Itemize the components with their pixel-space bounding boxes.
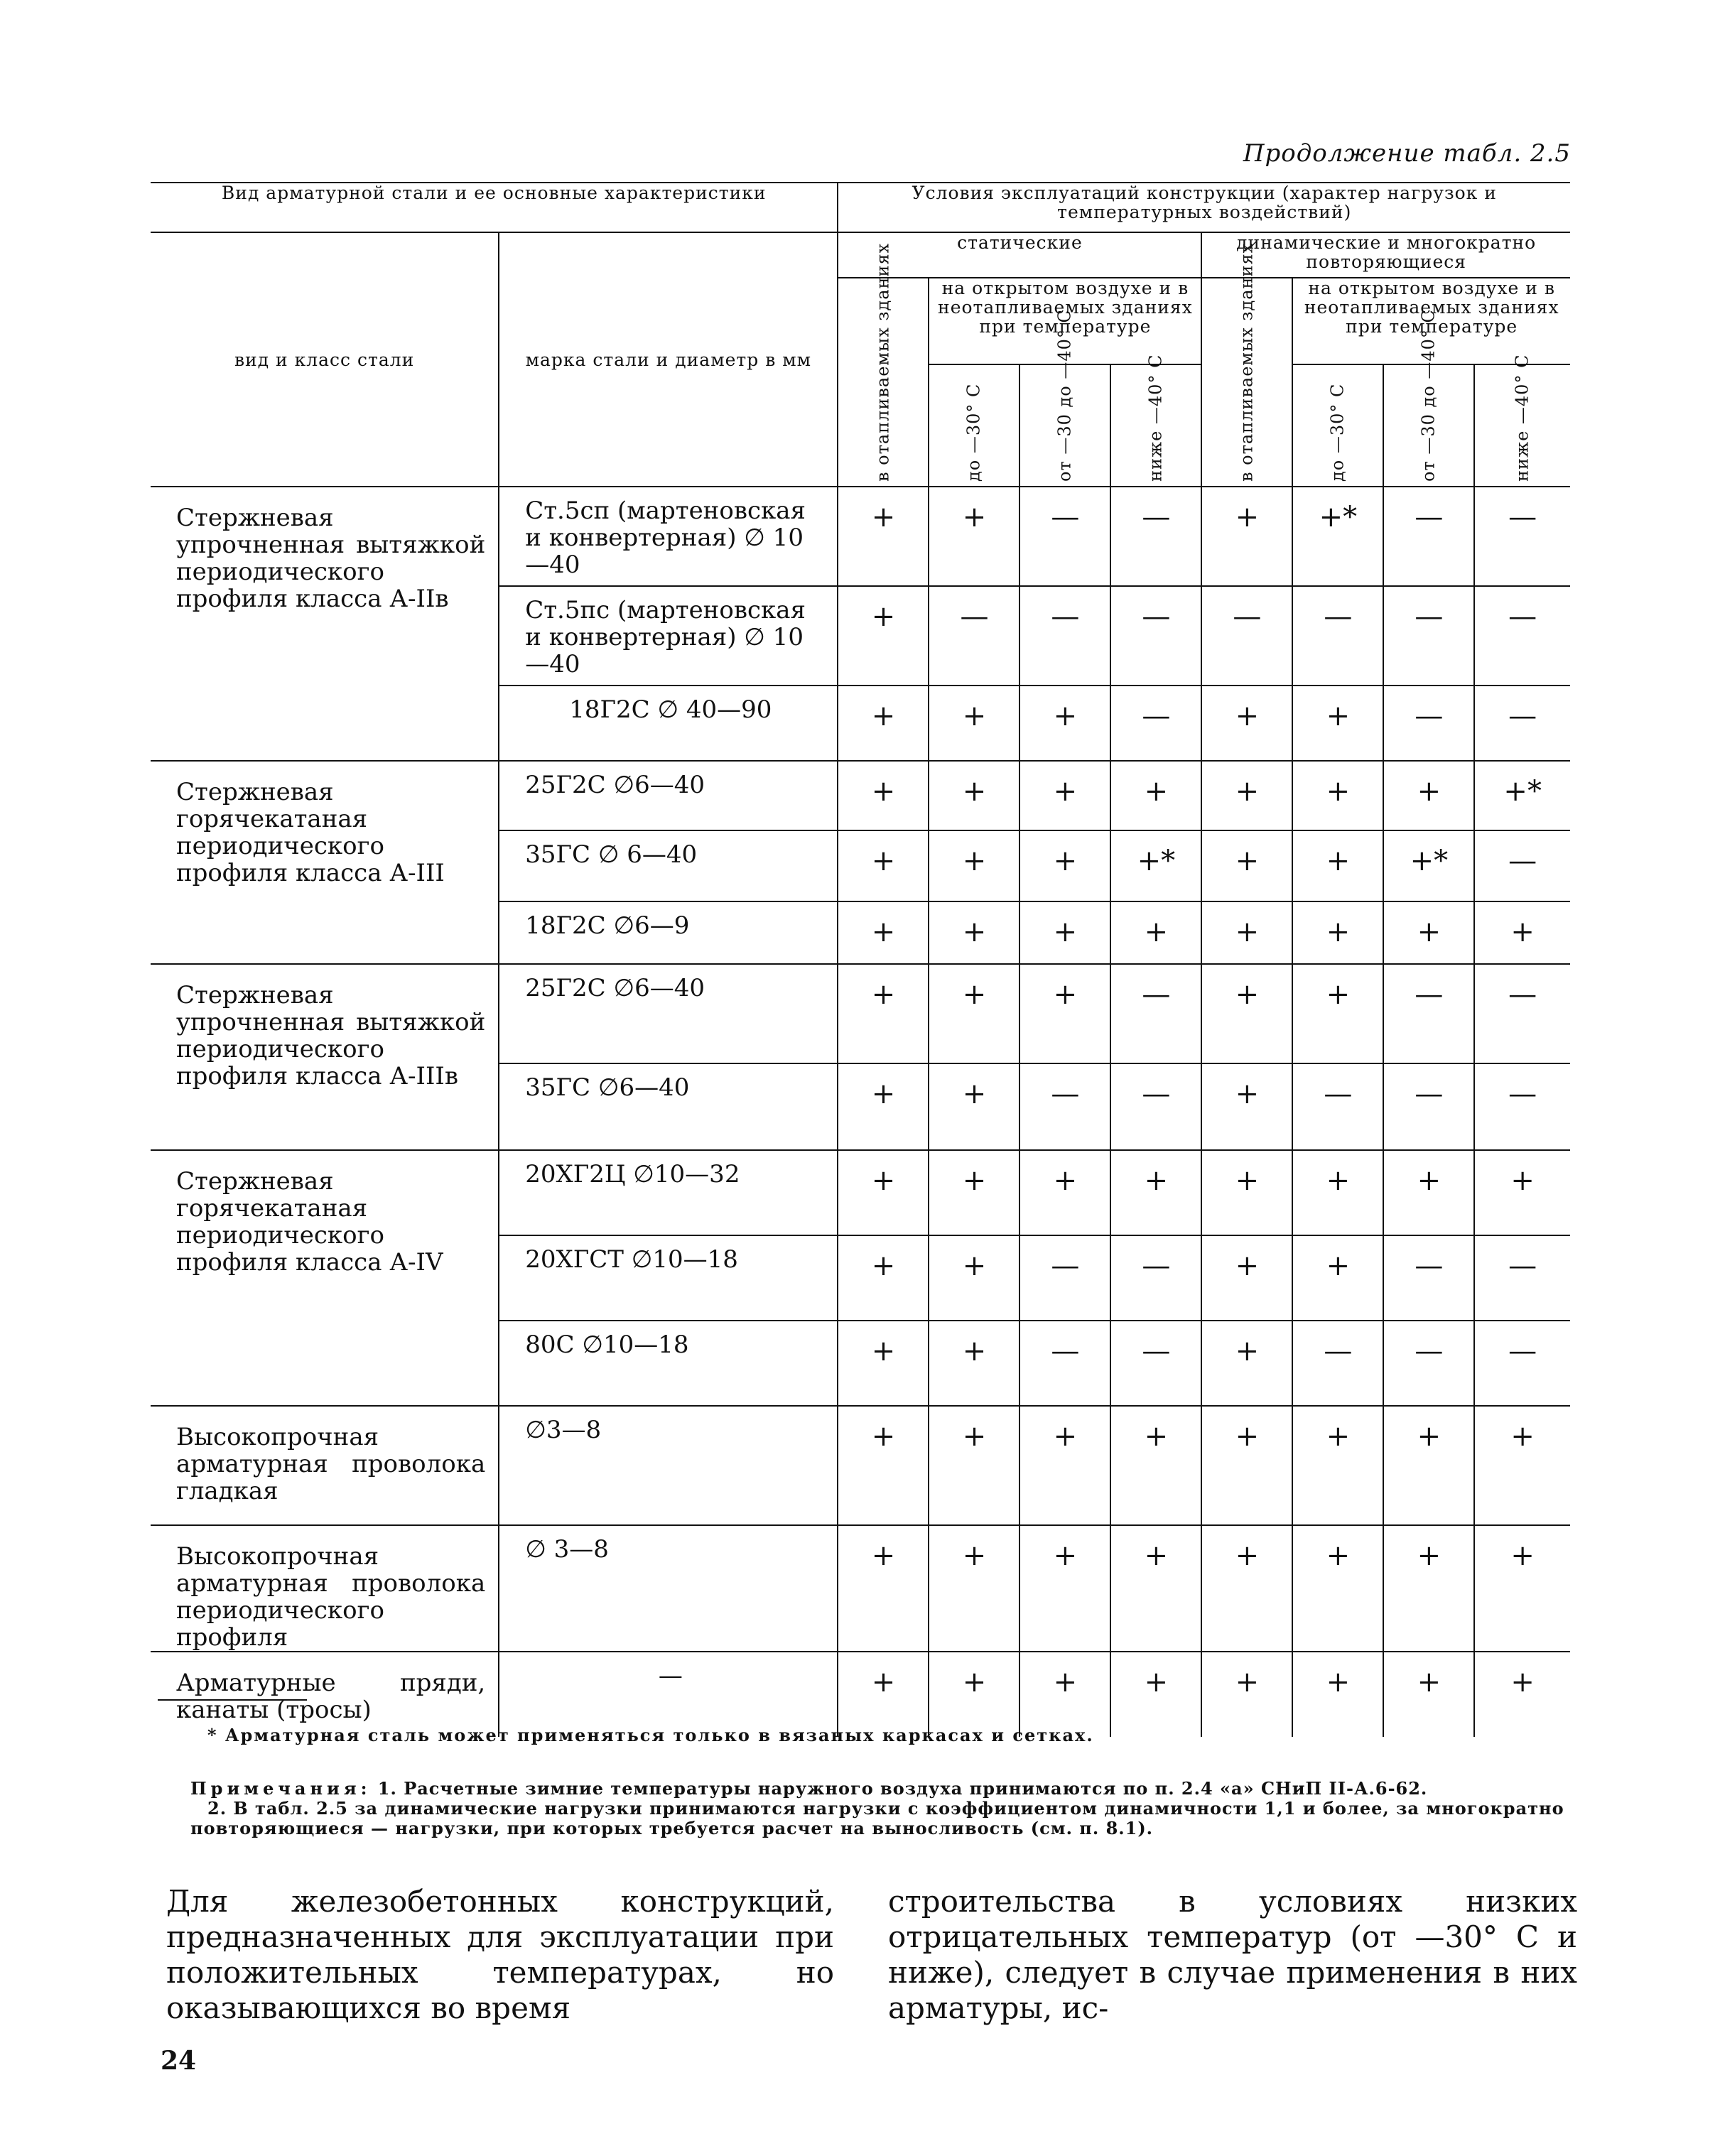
condition-cell: + <box>838 1150 929 1235</box>
table-row <box>151 1406 1570 1525</box>
condition-cell: + <box>929 964 1019 1063</box>
steel-mark-cell: 20ХГСТ ∅10—18 <box>499 1235 838 1321</box>
condition-cell: + <box>838 586 929 686</box>
condition-cell: + <box>1201 1652 1292 1737</box>
body-text-right: строительства в условиях низких отрицательных температур (от —30° С и ниже), следует в случае применения в них арматуры, ис- <box>888 1884 1577 2025</box>
condition-cell: + <box>838 964 929 1063</box>
condition-cell: — <box>1292 1321 1383 1406</box>
header-kind: вид и класс стали <box>151 232 499 487</box>
condition-cell: + <box>929 1235 1019 1321</box>
steel-mark-cell: 20ХГ2Ц ∅10—32 <box>499 1150 838 1235</box>
condition-cell: + <box>838 1652 929 1737</box>
condition-cell: + <box>1110 1150 1201 1235</box>
condition-cell: + <box>929 761 1019 830</box>
header-outdoor-static: на открытом воздухе и в неотапливаемых зданиях при температуре <box>929 278 1201 364</box>
steel-kind-cell: Стержневая упрочненная вытяжкой периодического профиля класса А-IIIв <box>151 964 499 1150</box>
condition-cell: — <box>1474 1235 1570 1321</box>
steel-mark-cell: Ст.5сп (мартеновская и конвертерная) ∅ 10—40 <box>499 487 838 586</box>
condition-cell: + <box>1019 1150 1110 1235</box>
condition-cell: + <box>929 487 1019 586</box>
condition-cell: +* <box>1474 761 1570 830</box>
condition-cell: + <box>838 1063 929 1150</box>
notes <box>190 1779 1576 1838</box>
notes-prefix: Примечания: <box>190 1778 372 1799</box>
steel-mark-cell: 25Г2С ∅6—40 <box>499 761 838 830</box>
condition-cell: — <box>1383 1063 1474 1150</box>
table-row <box>151 1652 1570 1737</box>
page-number: 24 <box>161 2046 197 2076</box>
table-header <box>151 183 1570 487</box>
condition-cell: + <box>1201 1235 1292 1321</box>
condition-cell: — <box>1110 1321 1201 1406</box>
condition-cell: + <box>1201 1321 1292 1406</box>
condition-cell: + <box>1201 686 1292 761</box>
condition-cell: — <box>1383 1321 1474 1406</box>
condition-cell: + <box>1292 686 1383 761</box>
steel-kind-cell: Высокопрочная арматурная проволока гладкая <box>151 1406 499 1525</box>
condition-cell: + <box>1019 686 1110 761</box>
table-body <box>151 487 1570 1737</box>
condition-cell: + <box>838 686 929 761</box>
steel-mark-cell: Ст.5пс (мартеновская и конвертерная) ∅ 10—40 <box>499 586 838 686</box>
condition-cell: +* <box>1110 830 1201 901</box>
condition-cell: — <box>1474 487 1570 586</box>
footnote: * Арматурная сталь может применяться только в вязаных каркасах и сетках. <box>207 1725 1094 1745</box>
header-temp-4: до —30° С <box>1292 364 1383 487</box>
condition-cell: + <box>1292 901 1383 964</box>
condition-cell: — <box>1019 1235 1110 1321</box>
condition-cell: + <box>1292 1150 1383 1235</box>
condition-cell: — <box>1383 964 1474 1063</box>
steel-mark-cell: ∅3—8 <box>499 1406 838 1525</box>
condition-cell: + <box>929 1063 1019 1150</box>
condition-cell: — <box>1292 586 1383 686</box>
condition-cell: — <box>1110 487 1201 586</box>
table-caption: Продолжение табл. 2.5 <box>1243 139 1571 168</box>
steel-mark-cell: 18Г2С ∅6—9 <box>499 901 838 964</box>
condition-cell: — <box>1019 487 1110 586</box>
condition-cell: + <box>1019 1652 1110 1737</box>
condition-cell: + <box>1474 901 1570 964</box>
condition-cell: + <box>838 487 929 586</box>
condition-cell: — <box>1383 586 1474 686</box>
condition-cell: — <box>1474 686 1570 761</box>
condition-cell: + <box>1110 1406 1201 1525</box>
condition-cell: + <box>1201 1063 1292 1150</box>
header-static: статические <box>838 232 1201 278</box>
condition-cell: + <box>838 1235 929 1321</box>
steel-mark-cell: 25Г2С ∅6—40 <box>499 964 838 1063</box>
condition-cell: + <box>838 830 929 901</box>
condition-cell: — <box>1474 830 1570 901</box>
body-text-left: Для железобетонных конструкций, предназначенных для эксплуатации при положительных температурах, но оказывающихся во время <box>166 1884 834 2025</box>
steel-mark-cell: — <box>499 1652 838 1737</box>
condition-cell: + <box>929 901 1019 964</box>
condition-cell: — <box>1019 1321 1110 1406</box>
condition-cell: + <box>1383 1652 1474 1737</box>
condition-cell: — <box>1474 1063 1570 1150</box>
steel-mark-cell: 80С ∅10—18 <box>499 1321 838 1406</box>
condition-cell: — <box>1110 586 1201 686</box>
condition-cell: + <box>1019 830 1110 901</box>
condition-cell: — <box>1201 586 1292 686</box>
condition-cell: + <box>1292 1525 1383 1652</box>
condition-cell: + <box>838 761 929 830</box>
condition-cell: + <box>1292 761 1383 830</box>
steel-mark-cell: 35ГС ∅6—40 <box>499 1063 838 1150</box>
condition-cell: — <box>1383 686 1474 761</box>
condition-cell: + <box>1019 901 1110 964</box>
condition-cell: + <box>1474 1525 1570 1652</box>
note-2: 2. В табл. 2.5 за динамические нагрузки принимаются нагрузки с коэффициентом динамичности 1,1 и более, за многократно повторяющиеся — нагрузки, при которых требуется расчет на выносливость (см. п. 8.1). <box>190 1798 1564 1838</box>
condition-cell: + <box>838 901 929 964</box>
steel-kind-cell: Арматурные пряди, канаты (тросы) <box>151 1652 499 1737</box>
condition-cell: + <box>1292 830 1383 901</box>
steel-kind-cell: Стержневая горячекатаная периодического профиля класса А-IV <box>151 1150 499 1406</box>
condition-cell: + <box>1019 1406 1110 1525</box>
condition-cell: — <box>1383 487 1474 586</box>
note-1: 1. Расчетные зимние температуры наружного воздуха принимаются по п. 2.4 «а» СНиП II-А.6-62. <box>377 1778 1428 1799</box>
condition-cell: + <box>929 1321 1019 1406</box>
condition-cell: + <box>1201 1150 1292 1235</box>
header-temp-5: от —30 до —40° С <box>1383 364 1474 487</box>
condition-cell: + <box>1292 1652 1383 1737</box>
condition-cell: + <box>1474 1652 1570 1737</box>
condition-cell: + <box>1019 964 1110 1063</box>
condition-cell: — <box>1019 1063 1110 1150</box>
condition-cell: — <box>1019 586 1110 686</box>
steel-kind-cell: Стержневая упрочненная вытяжкой периодического профиля класса А-IIв <box>151 487 499 761</box>
condition-cell: + <box>1474 1406 1570 1525</box>
condition-cell: — <box>1110 686 1201 761</box>
steel-conditions-table <box>151 182 1570 1737</box>
condition-cell: + <box>1474 1150 1570 1235</box>
header-mark: марка стали и диаметр в мм <box>499 232 838 487</box>
condition-cell: + <box>1201 487 1292 586</box>
header-right-group: Условия эксплуатаций конструкции (характер нагрузок и температурных воздействий) <box>838 183 1570 232</box>
header-temp-6: ниже —40° С <box>1474 364 1570 487</box>
header-outdoor-dynamic: на открытом воздухе и в неотапливаемых зданиях при температуре <box>1292 278 1570 364</box>
header-heated-static: в отапливаемых зданиях <box>838 278 929 487</box>
header-temp-1: до —30° С <box>929 364 1019 487</box>
condition-cell: + <box>1292 1235 1383 1321</box>
condition-cell: + <box>1110 1525 1201 1652</box>
condition-cell: — <box>1110 964 1201 1063</box>
condition-cell: — <box>1474 964 1570 1063</box>
condition-cell: + <box>1110 901 1201 964</box>
condition-cell: + <box>1201 1406 1292 1525</box>
condition-cell: + <box>1201 901 1292 964</box>
condition-cell: + <box>1201 964 1292 1063</box>
condition-cell: + <box>1383 901 1474 964</box>
condition-cell: + <box>1383 1406 1474 1525</box>
condition-cell: + <box>1383 1525 1474 1652</box>
condition-cell: + <box>1201 830 1292 901</box>
header-dynamic: динамические и многократно повторяющиеся <box>1201 232 1570 278</box>
condition-cell: + <box>929 686 1019 761</box>
condition-cell: + <box>929 1652 1019 1737</box>
condition-cell: + <box>838 1525 929 1652</box>
condition-cell: — <box>1110 1063 1201 1150</box>
condition-cell: + <box>1383 1150 1474 1235</box>
condition-cell: + <box>1383 761 1474 830</box>
condition-cell: + <box>1292 964 1383 1063</box>
condition-cell: — <box>1474 1321 1570 1406</box>
steel-mark-cell: 18Г2С ∅ 40—90 <box>499 686 838 761</box>
condition-cell: + <box>838 1321 929 1406</box>
header-temp-2: от —30 до —40° С <box>1019 364 1110 487</box>
footnote-rule <box>158 1699 307 1701</box>
table-row <box>151 1150 1570 1235</box>
condition-cell: + <box>1110 1652 1201 1737</box>
header-temp-3: ниже —40° С <box>1110 364 1201 487</box>
table-row <box>151 761 1570 830</box>
condition-cell: — <box>1383 1235 1474 1321</box>
condition-cell: — <box>1110 1235 1201 1321</box>
condition-cell: + <box>929 830 1019 901</box>
condition-cell: + <box>1201 761 1292 830</box>
condition-cell: — <box>1292 1063 1383 1150</box>
condition-cell: +* <box>1292 487 1383 586</box>
condition-cell: + <box>1019 761 1110 830</box>
condition-cell: + <box>838 1406 929 1525</box>
steel-kind-cell: Высокопрочная арматурная проволока периодического профиля <box>151 1525 499 1652</box>
steel-mark-cell: 35ГС ∅ 6—40 <box>499 830 838 901</box>
table-row <box>151 1525 1570 1652</box>
condition-cell: — <box>1474 586 1570 686</box>
condition-cell: +* <box>1383 830 1474 901</box>
steel-mark-cell: ∅ 3—8 <box>499 1525 838 1652</box>
condition-cell: + <box>1292 1406 1383 1525</box>
condition-cell: + <box>1110 761 1201 830</box>
table-row <box>151 487 1570 586</box>
table-row <box>151 964 1570 1063</box>
condition-cell: + <box>929 1150 1019 1235</box>
condition-cell: + <box>929 1525 1019 1652</box>
steel-kind-cell: Стержневая горячекатаная периодического профиля класса А-III <box>151 761 499 964</box>
condition-cell: + <box>1019 1525 1110 1652</box>
condition-cell: + <box>929 1406 1019 1525</box>
header-heated-dynamic: в отапливаемых зданиях <box>1201 278 1292 487</box>
header-left-group: Вид арматурной стали и ее основные характеристики <box>151 183 838 232</box>
condition-cell: + <box>1201 1525 1292 1652</box>
condition-cell: — <box>929 586 1019 686</box>
